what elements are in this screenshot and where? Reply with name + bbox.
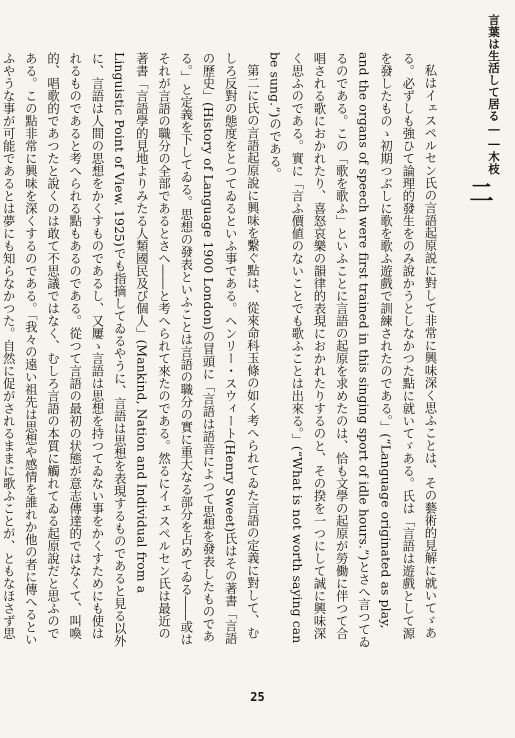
paragraph: 私はイェスペルセン氏の言語起原説に對して非常に興味深く思ふことは、その藝術的見解に就いてゞある。必ずしも強ひて論理的發生をのみ說かうとしなかつた點に就いてゞある。氏は「言語は遊戲として源を發したものゝ初期つぶしに歌を歌ふ遊戲で訓練されたのである。」(“Language originated as play, and the organs of speech were first trained in this singing sport of idle hours.”)とさへ言つてゐるのである。この「歌を歌ふ」といふことに言語の起原を求めたのは、恰も文學の起原が勞働に伴つて合唱される歌におかれたり、喜怒哀樂の韻律的表現におかれたりするのと、その揆を一つにして誠に興味深く思ふのである。實に「言ふ價値のないことでも歌ふことは出來る。」(“What is not worth saying can be sung.”)のである。 [267,52,438,648]
body-text [1,52,441,648]
paragraph: 第二に氏の言語起原說に興味を繫ぐ點は、從來命科玉條の如く考へられてゐた言語の定義に對して、むしろ反對の態度をとつてゐるといふ事である。ヘンリー・スウィート(Henry Sweet)氏はその著書「言語の歷史」(History of Language 1900 London)の冒頭に「言語は語音によつて思想を發表したものである。」と定義を下してゐる。思想の發表といふことは言語の職分の實に重大なる部分を占めてゐる――或はそれが言語の職分の全部であるとさへ――と考へられて來たのである。然るにイェスペルセン氏は最近の著書「言語學的見地よりみたる人類國民及び個人」(Mankind, Nation and Individual from a Linguistic Point of View. 1925)でも指摘してゐるやうに、言語は思想を表現するものであると見る以外に、言語は人間の思想をかくすものであるし、又屢ゝ言語は思想を持つてゐない事をかくすためにも使はれるものであると考へられる點もあるのである。從つて言語の最初の状態が意志傳達的ではなくて、叫喚的、唱歌的であつたと說くのは敢て不思議ではなく、むしろ言語の本質に觸れてゐる起原說だと思ふのである。この點非常に興味を深くするのである。「我々の遠い祖先は思想や感情を誰れか他の者に傳へるといふやうな事が可能であるとは夢にも知らなかつた。自然に促がされるままに歌ふことが、ともなほさず思 [1,52,261,647]
section-number: 二 [465,180,494,204]
page-number: 25 [250,690,265,704]
running-header: 言葉は生活して居る――木枝 [487,14,501,175]
